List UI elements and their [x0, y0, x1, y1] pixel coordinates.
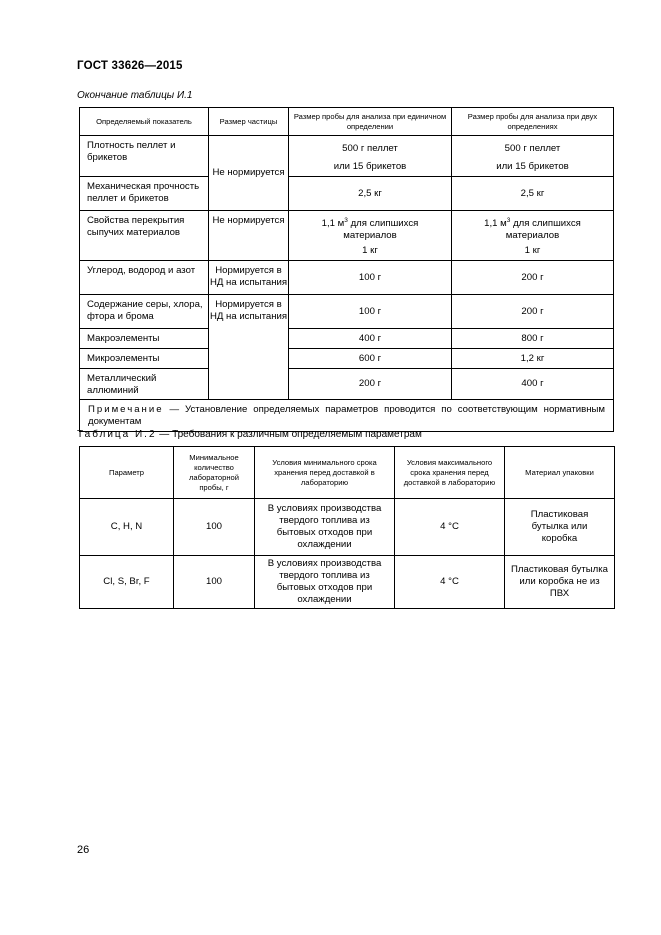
cell-min-cond: В условиях производства твердого топлива из бытовых отходов при охлаждении: [255, 556, 395, 609]
cell-param: Cl, S, Br, F: [80, 556, 174, 609]
cell-double-line2: для слипшихся материалов: [505, 218, 581, 242]
table2-caption-label: Таблица И.2: [77, 429, 157, 440]
cell-single: 100 г: [289, 295, 452, 329]
cell-max-cond: 4 °С: [395, 556, 505, 609]
cell-single-line2: или 15 брикетов: [333, 161, 407, 172]
table-row: [80, 295, 614, 329]
cell-indicator: Углерод, водород и азот: [80, 261, 209, 295]
table1-header-row: [80, 108, 614, 136]
cell-size: Не нормируется: [209, 136, 289, 211]
table-row: [80, 136, 614, 177]
cell-size: Нормируется в НД на испытания: [209, 295, 289, 400]
page-number: 26: [77, 844, 90, 856]
cell-single: [289, 136, 452, 177]
cell-double: [452, 136, 614, 177]
table1-note: [80, 400, 614, 432]
cell-min-qty: 100: [174, 556, 255, 609]
table2-header-max-cond: Условия максимального срока хранения перед доставкой в лабораторию: [395, 447, 505, 499]
cell-indicator: Содержание серы, хлора, фтора и брома: [80, 295, 209, 329]
cell-min-cond: В условиях производства твердого топлива из бытовых отходов при охлаждении: [255, 499, 395, 556]
table2-caption-text: — Требования к различным определяемым параметрам: [156, 429, 422, 440]
cell-single: [289, 211, 452, 261]
cell-pack: Пластиковая бутылка или коробка: [505, 499, 615, 556]
table1-header-size: Размер частицы: [209, 108, 289, 136]
cell-single: 200 г: [289, 369, 452, 400]
table1-header-single: Размер пробы для анализа при единичном определении: [289, 108, 452, 136]
table-row: [80, 177, 614, 211]
table1-header-indicator: Определяемый показатель: [80, 108, 209, 136]
cell-indicator: Макроэлементы: [80, 329, 209, 349]
cell-double-line3: 1 кг: [524, 245, 541, 257]
table-2: [79, 446, 615, 609]
table1-header-double: Размер пробы для анализа при двух определениях: [452, 108, 614, 136]
table-row: [80, 211, 614, 261]
cell-indicator: Механическая прочность пеллет и брикетов: [80, 177, 209, 211]
table2-header-pack: Материал упаковки: [505, 447, 615, 499]
cell-single: 600 г: [289, 349, 452, 369]
cell-max-cond: 4 °С: [395, 499, 505, 556]
cell-single-line1: 500 г пеллет: [342, 143, 398, 154]
cell-single-line1: 1,1 м: [321, 218, 345, 230]
cell-double: 800 г: [452, 329, 614, 349]
cell-size: Нормируется в НД на испытания: [209, 261, 289, 295]
table-row: [80, 329, 614, 349]
table2-caption: [77, 429, 422, 440]
note-text: — Установление определяемых параметров проводится по соответствующим нормативным документам: [88, 404, 605, 428]
superscript: 3: [344, 217, 348, 224]
cell-single-line3: 1 кг: [362, 245, 378, 257]
cell-indicator: Плотность пеллет и брикетов: [80, 136, 209, 177]
table2-header-min-cond: Условия минимального срока хранения перед доставкой в лабораторию: [255, 447, 395, 499]
cell-single-line2: для слипшихся материалов: [343, 218, 419, 242]
cell-pack: Пластиковая бутылка или коробка не из ПВХ: [505, 556, 615, 609]
cell-double: 400 г: [452, 369, 614, 400]
cell-double-line1: 500 г пеллет: [504, 143, 561, 154]
table1-caption: Окончание таблицы И.1: [77, 90, 193, 101]
table-row: [80, 349, 614, 369]
table-row: [80, 499, 615, 556]
cell-indicator: Микроэлементы: [80, 349, 209, 369]
cell-double: [452, 211, 614, 261]
cell-double: 200 г: [452, 261, 614, 295]
table-1: [79, 107, 614, 432]
cell-double-line1: 1,1 м: [484, 218, 507, 230]
note-label: Примечание: [88, 404, 164, 416]
cell-indicator: Металлический аллюминий: [80, 369, 209, 400]
table2-header-min-qty: Минимальное количество лабораторной пробы, г: [174, 447, 255, 499]
cell-double-line2: или 15 брикетов: [496, 161, 569, 172]
document-header: ГОСТ 33626—2015: [77, 60, 183, 72]
superscript: 3: [506, 217, 511, 224]
cell-double: 2,5 кг: [452, 177, 614, 211]
cell-size: Не нормируется: [209, 211, 289, 261]
table-row: [80, 556, 615, 609]
cell-double: 1,2 кг: [452, 349, 614, 369]
table-row: [80, 261, 614, 295]
cell-double: 200 г: [452, 295, 614, 329]
table-row: [80, 369, 614, 400]
cell-single: 400 г: [289, 329, 452, 349]
cell-param: C, H, N: [80, 499, 174, 556]
cell-single: 100 г: [289, 261, 452, 295]
cell-indicator: Свойства перекрытия сыпучих материалов: [80, 211, 209, 261]
table2-header-param: Параметр: [80, 447, 174, 499]
cell-single: 2,5 кг: [289, 177, 452, 211]
cell-min-qty: 100: [174, 499, 255, 556]
table1-note-row: [80, 400, 614, 432]
table2-header-row: [80, 447, 615, 499]
